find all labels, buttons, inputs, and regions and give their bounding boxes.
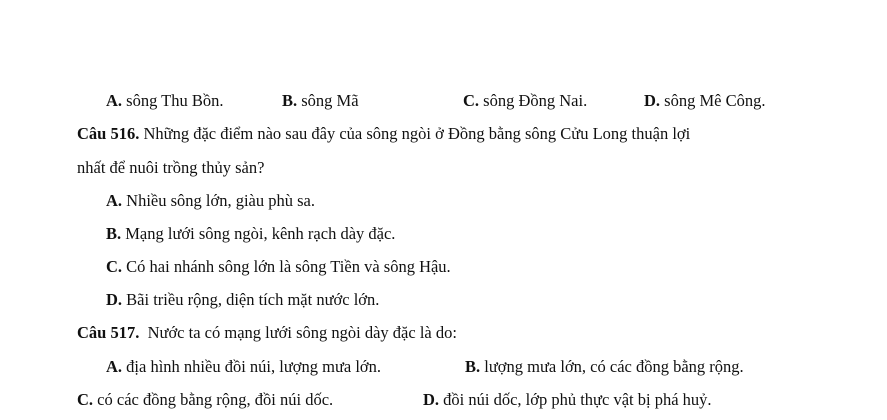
question-label: Câu 516. — [77, 124, 140, 143]
option-text: địa hình nhiều đồi núi, lượng mưa lớn. — [122, 357, 382, 376]
option-letter: A. — [106, 357, 123, 376]
option-text: Mạng lưới sông ngòi, kênh rạch dày đặc. — [121, 224, 396, 243]
prev-option-b — [282, 91, 359, 111]
q517-option-a — [106, 357, 381, 377]
option-text: đồi núi dốc, lớp phủ thực vật bị phá huỷ. — [439, 390, 712, 409]
option-letter: B. — [465, 357, 481, 376]
option-letter: A. — [106, 91, 123, 110]
q516-stem-line1 — [77, 124, 690, 144]
q516-option-a — [106, 191, 315, 211]
q517-option-b — [465, 357, 744, 377]
prev-option-d — [644, 91, 765, 111]
q516-option-c — [106, 257, 451, 277]
option-text: Nhiều sông lớn, giàu phù sa. — [122, 191, 316, 210]
option-letter: C. — [77, 390, 94, 409]
question-label: Câu 517. — [77, 323, 140, 342]
option-letter: B. — [282, 91, 298, 110]
prev-option-a — [106, 91, 224, 111]
option-letter: D. — [106, 290, 123, 309]
option-text: Có hai nhánh sông lớn là sông Tiền và sông Hậu. — [122, 257, 451, 276]
q517-option-c — [77, 390, 333, 410]
question-text: Nước ta có mạng lưới sông ngòi dày đặc là do: — [139, 323, 457, 342]
option-letter: C. — [463, 91, 480, 110]
q516-option-d — [106, 290, 379, 310]
option-text: sông Mê Công. — [660, 91, 766, 110]
option-letter: B. — [106, 224, 122, 243]
option-letter: D. — [423, 390, 440, 409]
option-text: sông Thu Bồn. — [122, 91, 224, 110]
question-text-cont: nhất để nuôi trồng thủy sản? — [77, 158, 265, 177]
q516-option-b — [106, 224, 395, 244]
question-text: Những đặc điểm nào sau đây của sông ngòi ở Đồng bằng sông Cửu Long thuận lợi — [139, 124, 691, 143]
option-letter: D. — [644, 91, 661, 110]
q517-stem — [77, 323, 457, 343]
option-letter: C. — [106, 257, 123, 276]
option-text: sông Mã — [297, 91, 359, 110]
option-text: lượng mưa lớn, có các đồng bằng rộng. — [480, 357, 744, 376]
option-text: có các đồng bằng rộng, đồi núi dốc. — [93, 390, 334, 409]
q516-stem-line2 — [77, 158, 264, 178]
option-text: Bãi triều rộng, diện tích mặt nước lớn. — [122, 290, 380, 309]
q517-option-d — [423, 390, 712, 410]
option-letter: A. — [106, 191, 123, 210]
prev-option-c — [463, 91, 587, 111]
option-text: sông Đồng Nai. — [479, 91, 588, 110]
